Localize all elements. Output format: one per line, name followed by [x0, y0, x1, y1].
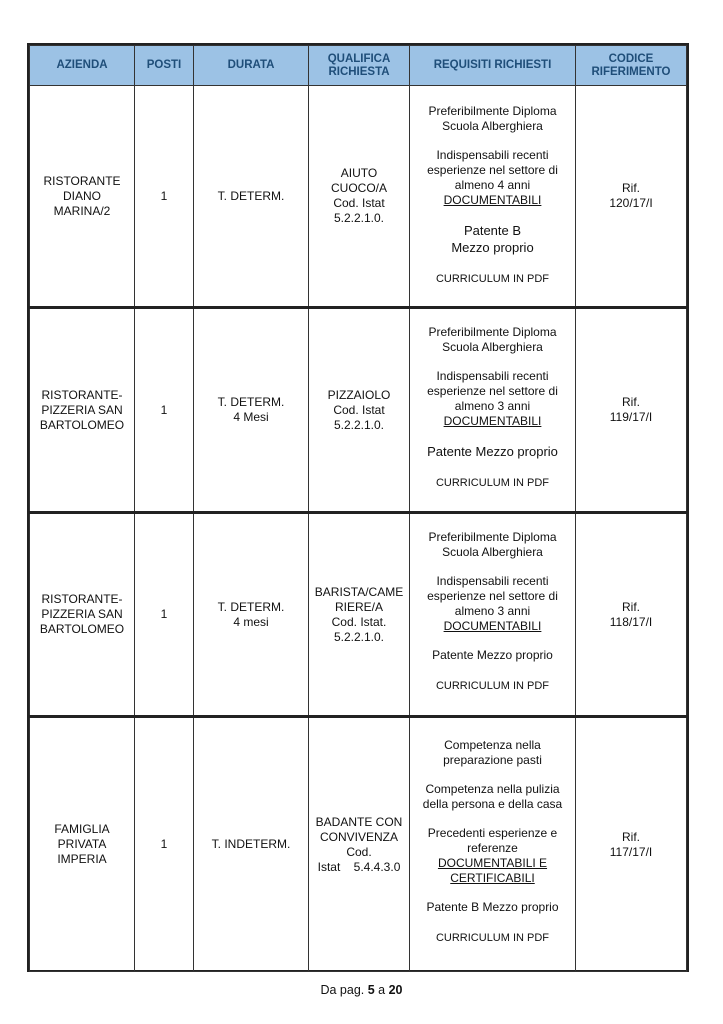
codice-line: 119/17/I [609, 410, 653, 424]
header-posti: POSTI [135, 46, 194, 86]
req-competenza-pulizia [414, 782, 571, 812]
azienda-cell [30, 717, 135, 972]
req-patente: Patente B Mezzo proprio [426, 900, 559, 914]
req-curriculum: CURRICULUM IN PDF [435, 477, 550, 489]
qualifica-line: CUOCO/A [330, 181, 387, 195]
codice-cell [576, 513, 687, 717]
qualifica-line: Cod. Istat [333, 196, 385, 210]
table-row [30, 513, 687, 717]
req-line: Indispensabili recenti [436, 369, 549, 383]
header-codice-line2: RIFERIMENTO [591, 65, 671, 78]
footer-total-pages: 20 [388, 983, 403, 997]
req-esperienze [414, 826, 571, 886]
codice-line: Rif. [622, 829, 640, 844]
req-competenza-pasti [414, 738, 571, 768]
req-curriculum: CURRICULUM IN PDF [435, 273, 550, 285]
qualifica-cell [309, 308, 410, 513]
header-requisiti: REQUISITI RICHIESTI [410, 46, 576, 86]
req-line: Preferibilmente Diploma [428, 325, 557, 339]
header-qualifica-line1: QUALIFICA [327, 52, 391, 65]
azienda-line: PIZZERIA SAN [41, 607, 123, 621]
codice-line: Rif. [622, 395, 640, 409]
table-row [30, 717, 687, 972]
req-line: Preferibilmente Diploma [428, 104, 557, 118]
req-line: Mezzo proprio [451, 240, 534, 255]
footer-prefix: Da pag. [320, 983, 365, 997]
durata-line: T. INDETERM. [211, 837, 291, 851]
codice-cell [576, 308, 687, 513]
header-qualifica [309, 46, 410, 86]
codice-line: 118/17/I [609, 614, 653, 629]
req-line: esperienze nel settore di [427, 163, 558, 177]
durata-cell [194, 86, 309, 308]
req-line: Scuola Alberghiera [442, 119, 543, 133]
req-esperienze [414, 574, 571, 634]
req-documentabili: DOCUMENTABILI [443, 193, 542, 207]
azienda-line: PRIVATA [57, 837, 107, 851]
qualifica-cell [309, 717, 410, 972]
azienda-line: MARINA/2 [53, 203, 111, 218]
codice-cell [576, 717, 687, 972]
req-line: Indispensabili recenti [436, 574, 549, 588]
qualifica-cell [309, 513, 410, 717]
table-row [30, 308, 687, 513]
footer-middle: a [378, 983, 386, 997]
req-diploma [414, 104, 571, 134]
azienda-line: BARTOLOMEO [39, 622, 125, 636]
req-line: Indispensabili recenti [436, 148, 549, 162]
posti-cell: 1 [135, 717, 194, 972]
req-line: almeno 3 anni [454, 604, 531, 618]
footer-page-number: 5 [367, 983, 375, 997]
azienda-cell [30, 86, 135, 308]
requisiti-cell [410, 513, 576, 717]
req-documentabili: DOCUMENTABILI [443, 414, 542, 428]
req-curriculum: CURRICULUM IN PDF [435, 932, 550, 944]
requisiti-cell [410, 86, 576, 308]
req-line: Patente B [463, 223, 522, 238]
req-patente: Patente Mezzo proprio [432, 648, 553, 662]
req-esperienze [414, 369, 571, 429]
azienda-line: DIANO [62, 188, 101, 203]
req-line: almeno 3 anni [454, 399, 531, 413]
req-documentabili: DOCUMENTABILI [443, 619, 542, 633]
req-line: Competenza nella pulizia [425, 782, 560, 796]
qualifica-line: Cod. Istat [333, 402, 385, 417]
req-patente: Patente Mezzo proprio [427, 444, 558, 459]
durata-cell [194, 717, 309, 972]
azienda-line: IMPERIA [57, 852, 107, 866]
req-certificabili: CERTIFICABILI [450, 871, 535, 885]
posti-cell: 1 [135, 308, 194, 513]
qualifica-line: 5.2.2.1.0. [333, 417, 385, 432]
req-documentabili: DOCUMENTABILI E [437, 856, 548, 870]
header-codice-line1: CODICE [608, 52, 654, 65]
durata-line: T. DETERM. [217, 395, 285, 409]
durata-cell [194, 513, 309, 717]
job-offers-table-wrapper [27, 43, 689, 972]
codice-line: Rif. [622, 181, 640, 195]
req-patente [414, 222, 571, 256]
req-line: della persona e della casa [422, 797, 563, 811]
header-durata: DURATA [194, 46, 309, 86]
header-codice [576, 46, 687, 86]
req-line: referenze [467, 841, 518, 855]
header-qualifica-line2: RICHIESTA [328, 65, 390, 78]
posti-cell: 1 [135, 86, 194, 308]
codice-line: Rif. [622, 599, 640, 614]
istat-label: Istat [317, 859, 341, 874]
req-line: esperienze nel settore di [427, 384, 558, 398]
codice-line: 120/17/I [609, 196, 653, 210]
req-line: Preferibilmente Diploma [428, 530, 557, 544]
codice-cell [576, 86, 687, 308]
azienda-line: PIZZERIA SAN [41, 402, 123, 417]
qualifica-line: BADANTE CON [315, 814, 403, 829]
azienda-line: RISTORANTE [43, 173, 121, 188]
req-curriculum: CURRICULUM IN PDF [435, 680, 550, 692]
qualifica-line: 5.2.2.1.0. [333, 211, 385, 225]
qualifica-line: RIERE/A [334, 599, 383, 614]
req-line: esperienze nel settore di [427, 589, 558, 603]
qualifica-istat-line [313, 860, 405, 875]
req-line: Competenza nella [444, 738, 541, 752]
req-line: almeno 4 anni [454, 178, 531, 192]
qualifica-line: 5.2.2.1.0. [333, 629, 385, 644]
requisiti-cell [410, 717, 576, 972]
durata-line: 4 mesi [233, 614, 269, 629]
req-line: Precedenti esperienze e [427, 826, 558, 840]
job-offers-table [29, 45, 687, 972]
azienda-line: RISTORANTE- [41, 592, 123, 606]
qualifica-line: CONVIVENZA [319, 829, 398, 844]
req-diploma [414, 325, 571, 355]
posti-cell: 1 [135, 513, 194, 717]
page-footer [0, 983, 723, 997]
qualifica-line: AIUTO [340, 166, 378, 180]
durata-cell [194, 308, 309, 513]
durata-line: T. DETERM. [217, 599, 285, 614]
qualifica-line: BARISTA/CAME [314, 584, 404, 599]
azienda-line: BARTOLOMEO [39, 417, 125, 432]
azienda-line: RISTORANTE- [41, 387, 123, 402]
requisiti-cell [410, 308, 576, 513]
qualifica-cell [309, 86, 410, 308]
qualifica-line: PIZZAIOLO [327, 387, 391, 402]
req-line: Scuola Alberghiera [442, 545, 543, 559]
istat-code: 5.4.4.3.0 [353, 859, 401, 874]
qualifica-line: Cod. Istat. [331, 614, 387, 629]
qualifica-line: Cod. [346, 844, 372, 859]
header-azienda: AZIENDA [30, 46, 135, 86]
table-row [30, 86, 687, 308]
req-diploma [414, 530, 571, 560]
azienda-line: FAMIGLIA [54, 822, 110, 836]
azienda-cell [30, 308, 135, 513]
header-row [30, 46, 687, 86]
azienda-cell [30, 513, 135, 717]
durata-line: T. DETERM. [217, 188, 285, 203]
durata-line: 4 Mesi [233, 410, 269, 424]
req-esperienze [414, 148, 571, 208]
req-line: preparazione pasti [443, 753, 542, 767]
codice-line: 117/17/I [609, 844, 653, 859]
req-line: Scuola Alberghiera [442, 340, 543, 354]
